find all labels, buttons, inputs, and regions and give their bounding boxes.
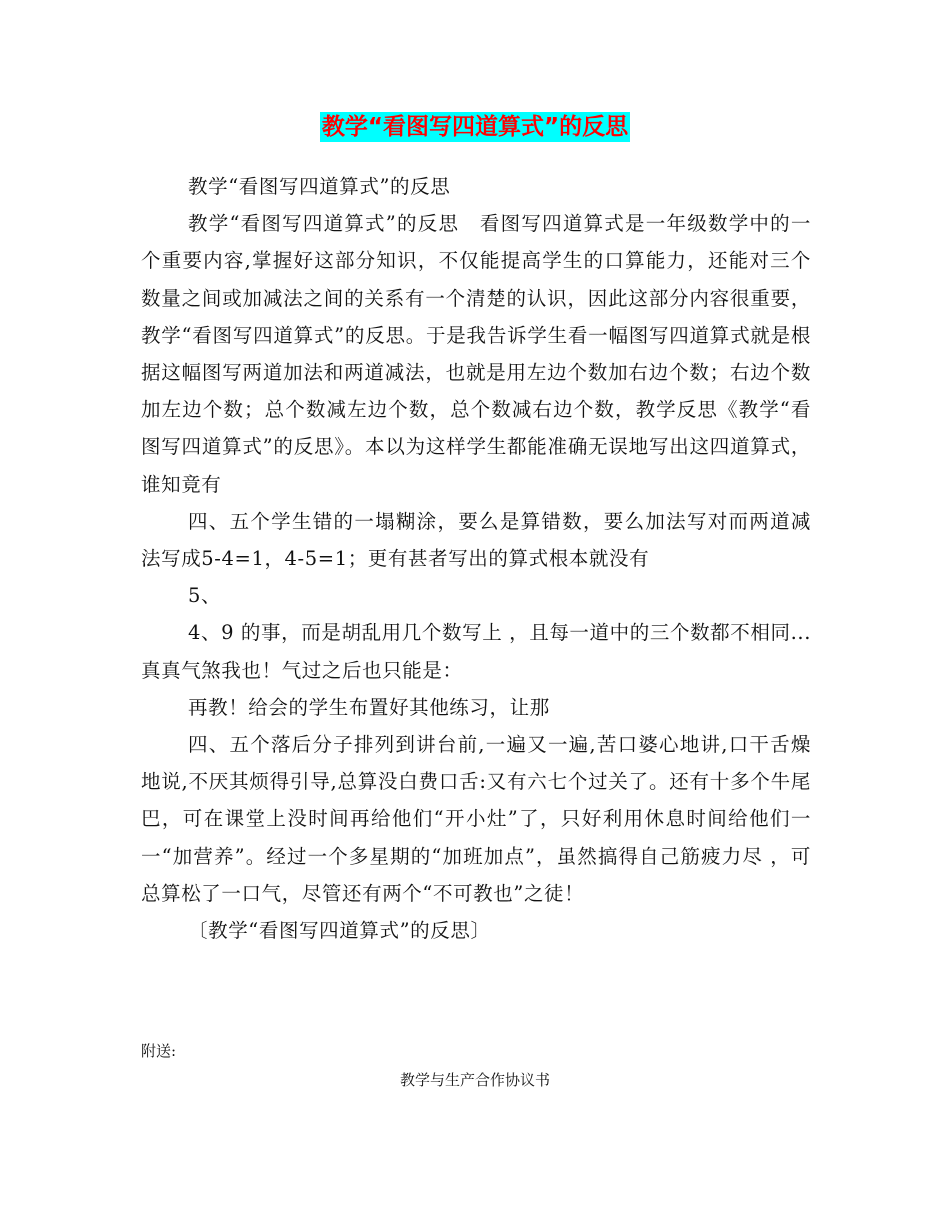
title-container	[0, 112, 950, 142]
document-title: 教学“看图写四道算式”的反思	[321, 114, 629, 140]
paragraph: 四、五个落后分子排列到讲台前,一遍又一遍,苦口婆心地讲,口干舌燥地说,不厌其烦得引导,总算没白费口舌:又有六七个过关了。还有十多个牛尾巴，可在课堂上没时间再给他们“开小灶”了，只好利用休息时间给他们一一“加营养”。经过一个多星期的“加班加点”，虽然搞得自己筋疲力尽 ，可总算松了一口气，尽管还有两个“不可教也”之徒！	[141, 733, 811, 905]
document-body	[141, 168, 811, 949]
paragraph: 5、	[188, 584, 222, 608]
paragraph: 4、9 的事，而是胡乱用几个数写上 ，且每一道中的三个数都不相同...真真气煞我也！气过之后也只能是：	[141, 621, 811, 682]
appendix-label: 附送:	[141, 1042, 177, 1060]
paragraph: 教学“看图写四道算式”的反思	[188, 175, 451, 198]
paragraph: 〔教学“看图写四道算式”的反思〕	[188, 919, 491, 943]
appendix-title: 教学与生产合作协议书	[399, 1071, 550, 1089]
paragraph: 教学“看图写四道算式”的反思 看图写四道算式是一年级数学中的一个重要内容,掌握好这部分知识，不仅能提高学生的口算能力，还能对三个数量之间或加减法之间的关系有一个清楚的认识，因此这部分内容很重要，教学“看图写四道算式”的反思。于是我告诉学生看一幅图写四道算式就是根据这幅图写两道加法和两道减法，也就是用左边个数加右边个数；右边个数加左边个数；总个数减左边个数，总个数减右边个数，教学反思《教学“看图写四道算式”的反思》。本以为这样学生都能准确无误地写出这四道算式，谁知竟有	[141, 212, 811, 496]
paragraph: 四、五个学生错的一塌糊涂，要么是算错数，要么加法写对而两道减法写成5-4=1，4-5=1；更有甚者写出的算式根本就没有	[141, 509, 811, 571]
paragraph: 再教！给会的学生布置好其他练习，让那	[188, 695, 550, 719]
